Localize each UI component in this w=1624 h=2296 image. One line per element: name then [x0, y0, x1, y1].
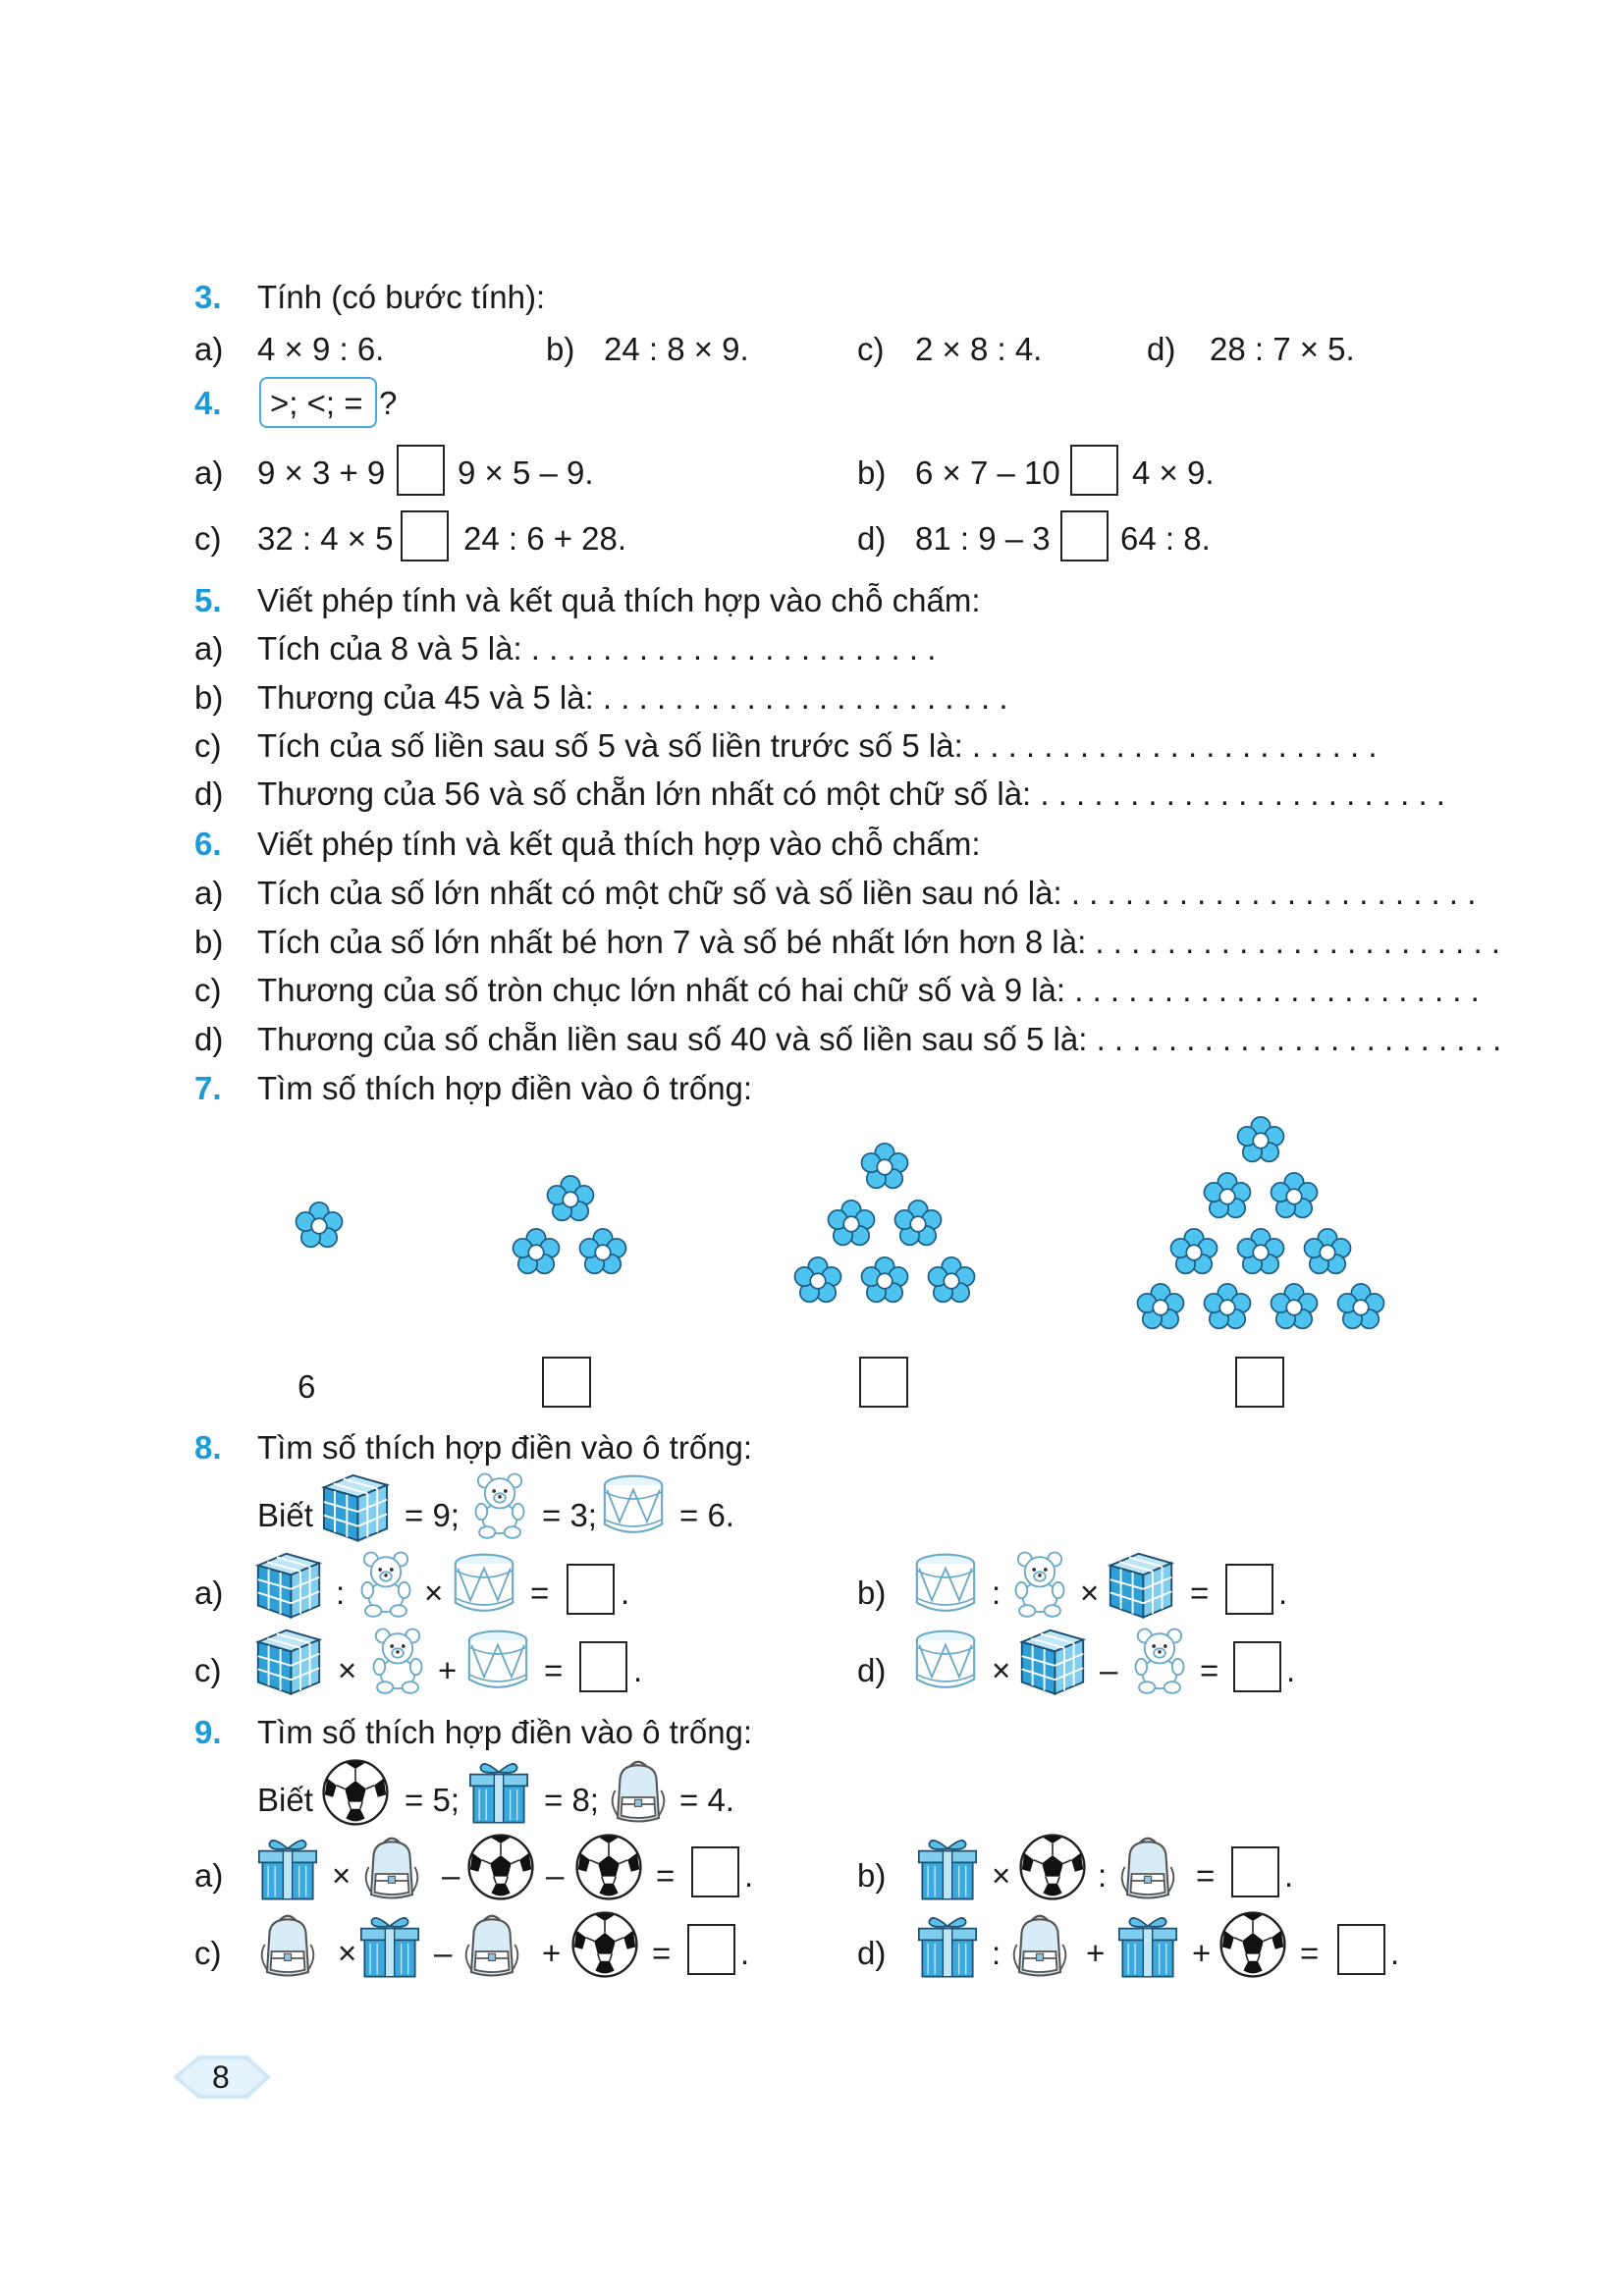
q7-first-value: 6 — [298, 1368, 316, 1405]
q3-b-label: b) — [546, 331, 575, 367]
backpack-icon — [253, 1909, 322, 1980]
q4-symbols: >; <; = — [270, 385, 363, 421]
teddy-bear-icon — [1125, 1626, 1194, 1694]
teddy-bear-icon — [1005, 1549, 1074, 1618]
page-number: 8 — [212, 2059, 230, 2095]
q3-d-expr: 28 : 7 × 5. — [1210, 331, 1355, 367]
q6-d-text: Thương của số chẵn liền sau số 40 và số liền sau số 5 là: . . . . . . . . . . . . . . . . . . . . . . . — [257, 1021, 1502, 1057]
q8-c-period: . — [633, 1652, 643, 1688]
flower-icon — [856, 1139, 913, 1196]
q7-answer-box-2[interactable] — [542, 1357, 591, 1408]
q5-c-label: c) — [194, 727, 222, 764]
q9-d-op2: + — [1086, 1935, 1106, 1971]
q8-b-period: . — [1278, 1575, 1288, 1611]
q9-c-period: . — [740, 1935, 750, 1971]
q3-d-label: d) — [1147, 331, 1176, 367]
q8-a-period: . — [621, 1575, 630, 1611]
q6-c-text: Thương của số tròn chục lớn nhất có hai chữ số và 9 là: . . . . . . . . . . . . . . . . . . . . . . . — [257, 972, 1480, 1008]
q9-a-op3: – — [546, 1857, 565, 1894]
soccer-ball-icon — [1017, 1832, 1088, 1902]
q3-c-label: c) — [857, 331, 885, 367]
q8-a-answer-box[interactable] — [567, 1564, 615, 1615]
q8-b-equals: = — [1190, 1575, 1210, 1611]
backpack-icon — [458, 1909, 526, 1980]
q3-a-label: a) — [194, 331, 224, 367]
q6-title: Viết phép tính và kết quả thích hợp vào chỗ chấm: — [257, 826, 981, 862]
flower-icon — [923, 1253, 980, 1309]
q8-a-label: a) — [194, 1575, 224, 1611]
q4-c-right: 24 : 6 + 28. — [463, 520, 627, 557]
q5-b-text: Thương của 45 và 5 là: . . . . . . . . . . . . . . . . . . . . . . . — [257, 679, 1008, 716]
q7-answer-box-4[interactable] — [1235, 1357, 1284, 1408]
drum-icon — [463, 1626, 532, 1696]
flower-icon — [789, 1253, 846, 1309]
backpack-icon — [1113, 1832, 1182, 1902]
drum-icon — [911, 1549, 980, 1620]
q9-bag-value: = 4. — [679, 1782, 734, 1818]
q5-title: Viết phép tính và kết quả thích hợp vào chỗ chấm: — [257, 582, 981, 618]
rubik-cube-icon — [1106, 1549, 1176, 1620]
q9-a-op2: – — [442, 1857, 460, 1894]
flower-icon — [1266, 1168, 1323, 1225]
q6-a-label: a) — [194, 875, 224, 911]
q8-d-op2: – — [1100, 1652, 1118, 1688]
q8-b-answer-box[interactable] — [1225, 1564, 1273, 1615]
teddy-bear-icon — [363, 1626, 432, 1694]
q9-c-answer-box[interactable] — [687, 1924, 735, 1975]
q8-b-label: b) — [857, 1575, 887, 1611]
q8-a-op1: : — [336, 1575, 346, 1611]
q9-a-equals: = — [656, 1857, 676, 1894]
rubik-cube-icon — [1017, 1626, 1088, 1696]
q3-number: 3. — [194, 279, 222, 315]
gift-box-icon — [913, 1909, 982, 1980]
q8-given-prefix: Biết — [257, 1497, 313, 1533]
soccer-ball-icon — [465, 1832, 536, 1902]
q6-number: 6. — [194, 826, 222, 862]
flower-icon — [291, 1198, 348, 1255]
q9-gift-value: = 8; — [544, 1782, 599, 1818]
soccer-ball-icon — [1218, 1909, 1288, 1980]
flower-icon — [1199, 1168, 1256, 1225]
q7-answer-box-3[interactable] — [859, 1357, 908, 1408]
q8-a-op2: × — [424, 1575, 444, 1611]
q6-d-label: d) — [194, 1021, 224, 1057]
teddy-bear-icon — [352, 1549, 420, 1618]
q4-b-right: 4 × 9. — [1132, 454, 1215, 491]
gift-box-icon — [464, 1755, 533, 1826]
flower-icon — [1165, 1224, 1222, 1281]
flower-icon — [1232, 1112, 1289, 1169]
drum-icon — [450, 1549, 518, 1620]
q6-a-text: Tích của số lớn nhất có một chữ số và số liền sau nó là: . . . . . . . . . . . . . . . . . . . . . . . — [257, 875, 1477, 911]
q9-d-label: d) — [857, 1935, 887, 1971]
flower-icon — [1332, 1279, 1389, 1336]
q9-a-period: . — [744, 1857, 754, 1894]
flower-icon — [1132, 1279, 1189, 1336]
drum-icon — [599, 1470, 668, 1541]
teddy-bear-icon — [465, 1470, 534, 1539]
soccer-ball-icon — [573, 1832, 644, 1902]
q9-d-op3: + — [1192, 1935, 1212, 1971]
q9-a-label: a) — [194, 1857, 224, 1894]
q9-c-op1: × — [338, 1935, 357, 1971]
q4-d-left: 81 : 9 – 3 — [915, 520, 1051, 557]
backpack-icon — [1005, 1909, 1074, 1980]
q5-b-label: b) — [194, 679, 224, 716]
flower-icon — [823, 1196, 880, 1253]
rubik-cube-icon — [253, 1626, 324, 1696]
q4-c-left: 32 : 4 × 5 — [257, 520, 394, 557]
q9-c-op3: + — [542, 1935, 562, 1971]
q4-b-left: 6 × 7 – 10 — [915, 454, 1060, 491]
q9-b-op2: : — [1098, 1857, 1108, 1894]
q4-a-left: 9 × 3 + 9 — [257, 454, 386, 491]
q8-d-answer-box[interactable] — [1233, 1641, 1281, 1692]
q4-a-answer-box[interactable] — [397, 445, 445, 496]
q5-a-text: Tích của 8 và 5 là: . . . . . . . . . . . . . . . . . . . . . . . — [257, 630, 937, 667]
q6-c-label: c) — [194, 972, 222, 1008]
flower-icon — [1266, 1279, 1323, 1336]
flower-icon — [1232, 1224, 1289, 1281]
flower-icon — [890, 1196, 947, 1253]
q3-a-expr: 4 × 9 : 6. — [257, 331, 385, 367]
q9-d-op1: : — [992, 1935, 1001, 1971]
q8-cube-value: = 9; — [405, 1497, 460, 1533]
q9-number: 9. — [194, 1714, 222, 1750]
q4-d-right: 64 : 8. — [1120, 520, 1211, 557]
q9-c-op2: – — [434, 1935, 453, 1971]
flower-icon — [542, 1171, 599, 1228]
q9-b-label: b) — [857, 1857, 887, 1894]
q3-c-expr: 2 × 8 : 4. — [915, 331, 1043, 367]
q9-given-prefix: Biết — [257, 1782, 313, 1818]
q4-b-label: b) — [857, 454, 887, 491]
q5-d-label: d) — [194, 775, 224, 812]
q6-b-text: Tích của số lớn nhất bé hơn 7 và số bé nhất lớn hơn 8 là: . . . . . . . . . . . . . . . . . . . . . . . — [257, 924, 1500, 960]
q4-d-answer-box[interactable] — [1060, 510, 1109, 561]
rubik-cube-icon — [253, 1549, 324, 1620]
q4-c-label: c) — [194, 520, 222, 557]
flower-icon — [1299, 1224, 1356, 1281]
q9-d-answer-box[interactable] — [1337, 1924, 1385, 1975]
q8-title: Tìm số thích hợp điền vào ô trống: — [257, 1429, 753, 1466]
gift-box-icon — [355, 1909, 424, 1980]
q9-d-equals: = — [1300, 1935, 1320, 1971]
q9-ball-value: = 5; — [405, 1782, 460, 1818]
q3-b-expr: 24 : 8 × 9. — [604, 331, 749, 367]
flower-icon — [1199, 1279, 1256, 1336]
q4-a-right: 9 × 5 – 9. — [458, 454, 594, 491]
q4-d-label: d) — [857, 520, 887, 557]
q5-d-text: Thương của 56 và số chẵn lớn nhất có một chữ số là: . . . . . . . . . . . . . . . . . . . . . . . — [257, 775, 1445, 812]
q9-b-period: . — [1284, 1857, 1294, 1894]
q5-c-text: Tích của số liền sau số 5 và số liền trước số 5 là: . . . . . . . . . . . . . . . . . . . . . . . — [257, 727, 1378, 764]
q8-a-equals: = — [530, 1575, 550, 1611]
q8-number: 8. — [194, 1429, 222, 1466]
q8-drum-value: = 6. — [679, 1497, 734, 1533]
gift-box-icon — [253, 1832, 322, 1902]
q4-question-mark: ? — [379, 385, 398, 421]
q8-d-period: . — [1286, 1652, 1296, 1688]
gift-box-icon — [913, 1832, 982, 1902]
q8-c-op1: × — [338, 1652, 357, 1688]
soccer-ball-icon — [569, 1909, 640, 1980]
q4-c-answer-box[interactable] — [401, 510, 449, 561]
q9-d-period: . — [1390, 1935, 1400, 1971]
q4-b-answer-box[interactable] — [1070, 445, 1118, 496]
q9-b-equals: = — [1196, 1857, 1216, 1894]
q9-title: Tìm số thích hợp điền vào ô trống: — [257, 1714, 753, 1750]
q6-b-label: b) — [194, 924, 224, 960]
q4-number: 4. — [194, 385, 222, 421]
flower-icon — [508, 1224, 565, 1281]
q8-c-op2: + — [438, 1652, 458, 1688]
q9-c-equals: = — [652, 1935, 672, 1971]
q5-number: 5. — [194, 582, 222, 618]
q7-number: 7. — [194, 1070, 222, 1106]
q8-c-answer-box[interactable] — [579, 1641, 627, 1692]
q8-d-op1: × — [992, 1652, 1011, 1688]
backpack-icon — [604, 1755, 673, 1826]
q7-title: Tìm số thích hợp điền vào ô trống: — [257, 1070, 753, 1106]
q8-d-equals: = — [1200, 1652, 1219, 1688]
drum-icon — [911, 1626, 980, 1696]
q8-d-label: d) — [857, 1652, 887, 1688]
q8-c-equals: = — [544, 1652, 564, 1688]
flower-icon — [574, 1224, 631, 1281]
gift-box-icon — [1113, 1909, 1182, 1980]
q9-a-op1: × — [332, 1857, 352, 1894]
q9-b-op1: × — [992, 1857, 1011, 1894]
q8-b-op2: × — [1080, 1575, 1100, 1611]
q9-b-answer-box[interactable] — [1231, 1846, 1279, 1897]
q9-c-label: c) — [194, 1935, 222, 1971]
q9-a-answer-box[interactable] — [691, 1846, 739, 1897]
soccer-ball-icon — [320, 1757, 391, 1828]
q4-a-label: a) — [194, 454, 224, 491]
q8-b-op1: : — [992, 1575, 1001, 1611]
q8-c-label: c) — [194, 1652, 222, 1688]
rubik-cube-icon — [319, 1470, 392, 1543]
q8-bear-value: = 3; — [542, 1497, 597, 1533]
backpack-icon — [357, 1832, 426, 1902]
q5-a-label: a) — [194, 630, 224, 667]
q3-title: Tính (có bước tính): — [257, 279, 546, 315]
flower-icon — [856, 1253, 913, 1309]
